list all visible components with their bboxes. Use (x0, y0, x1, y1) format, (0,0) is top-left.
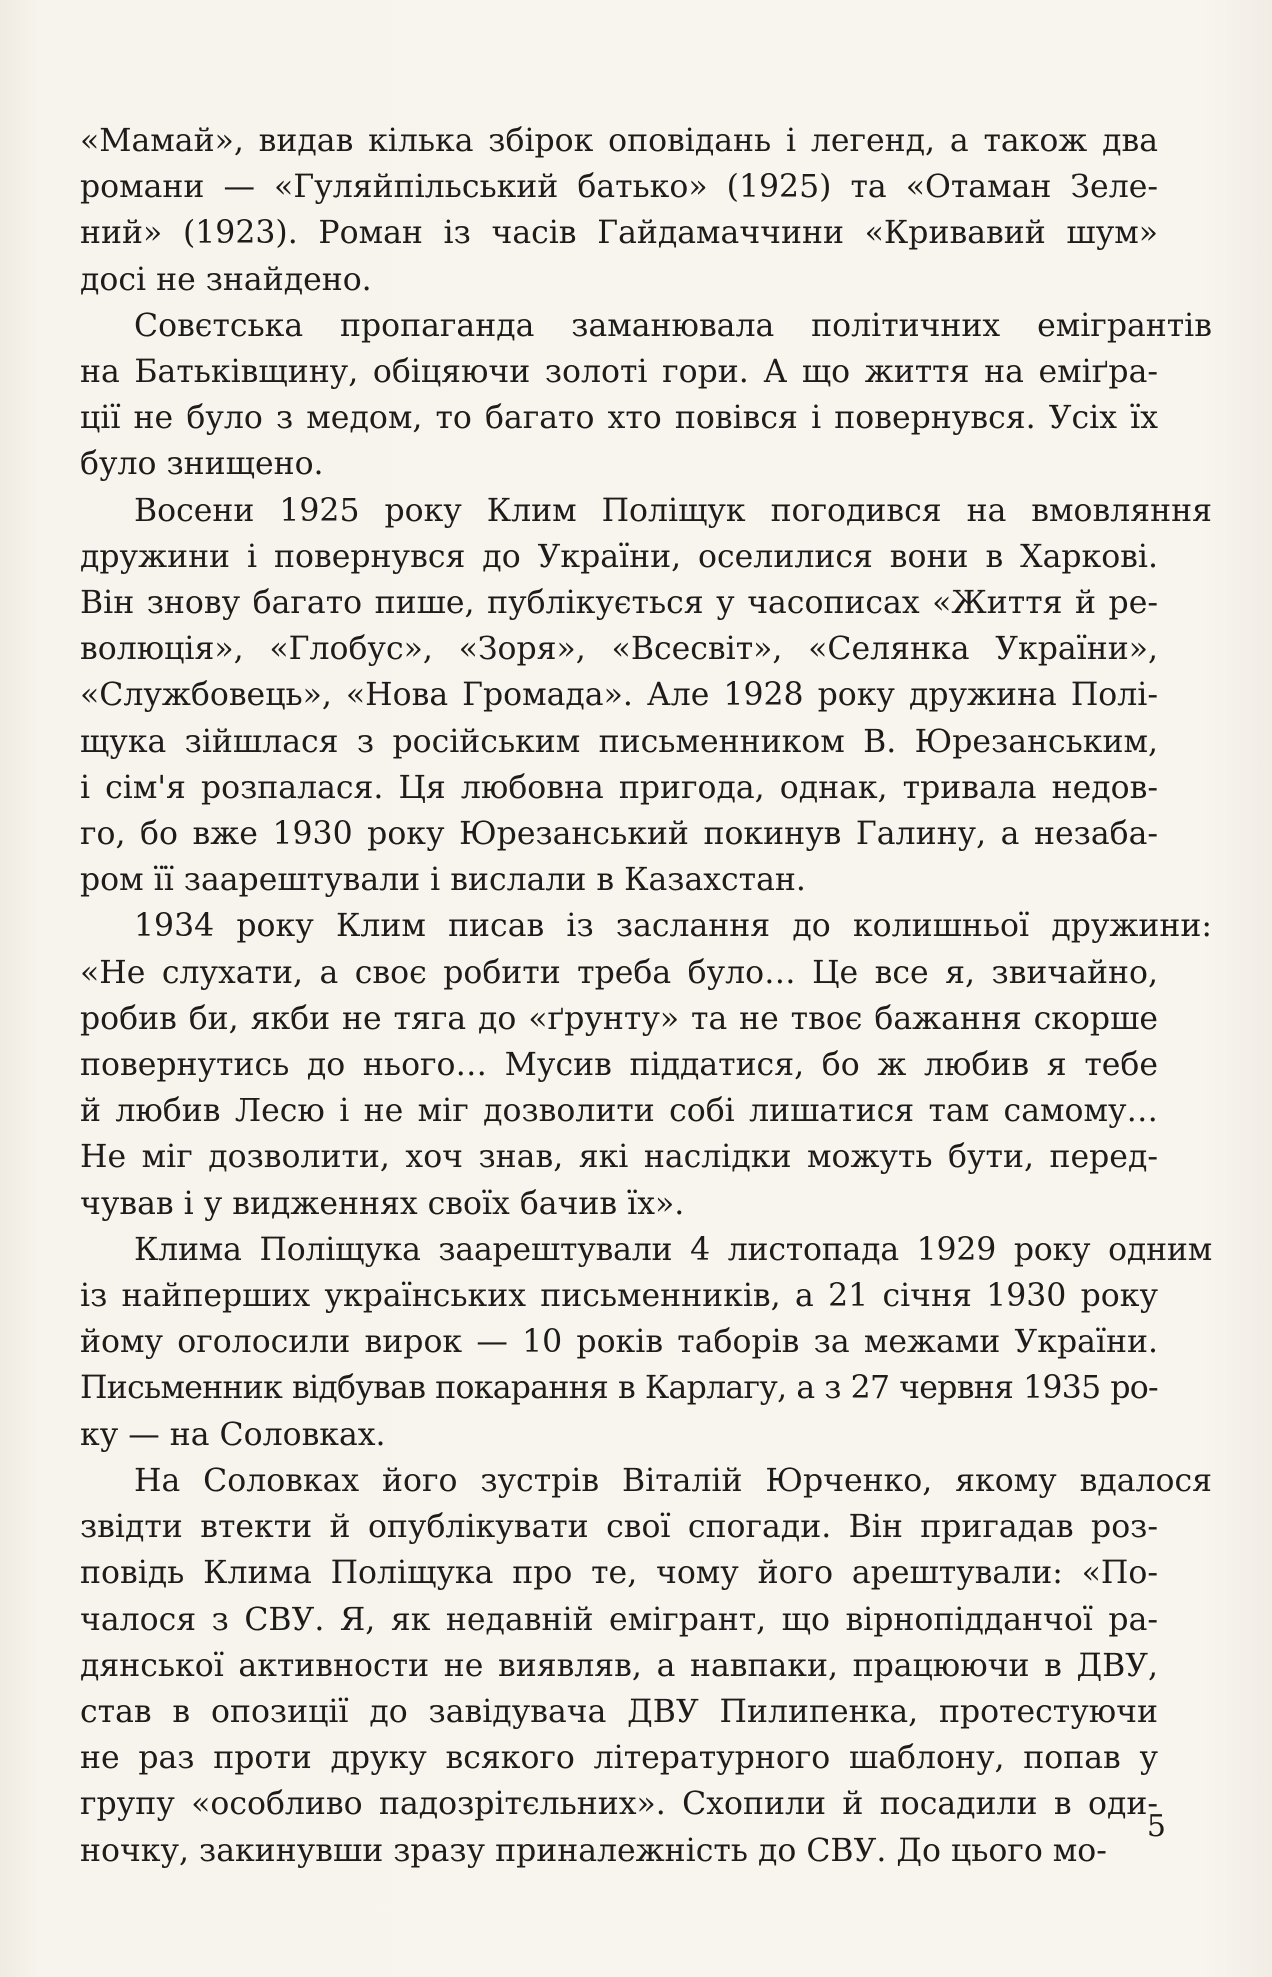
text-line: 1934 року Клим писав із заслання до колишньої дружини: (134, 908, 1212, 945)
text-line: Не міг дозволити, хоч знав, які наслідки можуть бути, перед- (80, 1139, 1158, 1176)
text-line: Совєтська пропаганда заманювала політичних емігрантів (134, 307, 1212, 344)
paragraph (80, 1458, 1212, 1874)
text-line: чалося з СВУ. Я, як недавній емігрант, що вірнопідданчої ра- (80, 1601, 1158, 1638)
text-line: став в опозиції до завідувача ДВУ Пилипенка, протестуючи (80, 1693, 1158, 1730)
text-line: робив би, якби не тяга до «ґрунту» та не твоє бажання скорше (80, 1000, 1158, 1037)
paragraph (80, 303, 1212, 488)
text-line: щука зійшлася з російським письменником В. Юрезанським, (80, 723, 1158, 760)
text-line: й любив Лесю і не міг дозволити собі лишатися там самому… (80, 1093, 1158, 1130)
text-line: досі не знайдено. (80, 261, 372, 298)
text-line: Клима Поліщука заарештували 4 листопада 1929 року одним (134, 1231, 1212, 1268)
text-line: «Не слухати, а своє робити треба було… Це все я, звичайно, (80, 954, 1158, 991)
text-line: романи — «Гуляйпільський батько» (1925) та «Отаман Зеле- (80, 169, 1158, 206)
paragraph (80, 488, 1212, 904)
page-number: 5 (1146, 1809, 1166, 1844)
text-line: го, бо вже 1930 року Юрезанський покинув Галину, а незаба- (80, 816, 1158, 853)
text-line: ку — на Соловках. (80, 1416, 386, 1453)
text-line: ром її заарештували і вислали в Казахстан. (80, 862, 806, 899)
text-line: групу «особливо падозрітєльних». Схопили й посадили в оди- (80, 1786, 1158, 1823)
text-line: дружини і повернувся до України, оселилися вони в Харкові. (80, 538, 1158, 575)
text-line: на Батьківщину, обіцяючи золоті гори. А що життя на еміґра- (80, 354, 1158, 391)
paragraph (80, 903, 1212, 1226)
text-line: Письменник відбував покарання в Карлагу, а з 27 червня 1935 ро- (80, 1370, 1158, 1407)
text-line: йому оголосили вирок — 10 років таборів за межами України. (80, 1324, 1158, 1361)
paragraph (80, 118, 1158, 303)
text-line: ний» (1923). Роман із часів Гайдамаччини «Кривавий шум» (80, 215, 1158, 252)
text-line: повернутись до нього… Мусив піддатися, бо ж любив я тебе (80, 1047, 1158, 1084)
paragraph (80, 1227, 1212, 1458)
text-line: повідь Клима Поліщука про те, чому його арештували: «По- (80, 1555, 1158, 1592)
text-line: чував і у видженнях своїх бачив їх». (80, 1185, 685, 1222)
text-line: дянської активности не виявляв, а навпаки, працюючи в ДВУ, (80, 1647, 1158, 1684)
text-line: волюція», «Глобус», «Зоря», «Всесвіт», «Селянка України», (80, 631, 1158, 668)
body-text (80, 118, 1212, 1874)
text-line: Восени 1925 року Клим Поліщук погодився на вмовляння (134, 492, 1212, 529)
text-line: і сім'я розпалася. Ця любовна пригода, однак, тривала недов- (80, 769, 1158, 806)
text-line: звідти втекти й опублікувати свої спогади. Він пригадав роз- (80, 1509, 1158, 1546)
text-line: із найперших українських письменників, а 21 січня 1930 року (80, 1278, 1158, 1315)
text-line: ції не було з медом, то багато хто повівся і повернувся. Усіх їх (80, 400, 1158, 437)
text-line: «Службовець», «Нова Громада». Але 1928 року дружина Полі- (80, 677, 1158, 714)
text-line: «Мамай», видав кілька збірок оповідань і легенд, а також два (80, 123, 1158, 159)
text-line: не раз проти друку всякого літературного шаблону, попав у (80, 1740, 1158, 1777)
text-line: ночку, закинувши зразу приналежність до СВУ. До цього мо- (80, 1832, 1107, 1869)
text-line: було знищено. (80, 446, 324, 483)
text-line: На Соловках його зустрів Віталій Юрченко, якому вдалося (134, 1462, 1212, 1499)
text-line: Він знову багато пише, публікується у часописах «Життя й ре- (80, 585, 1158, 622)
